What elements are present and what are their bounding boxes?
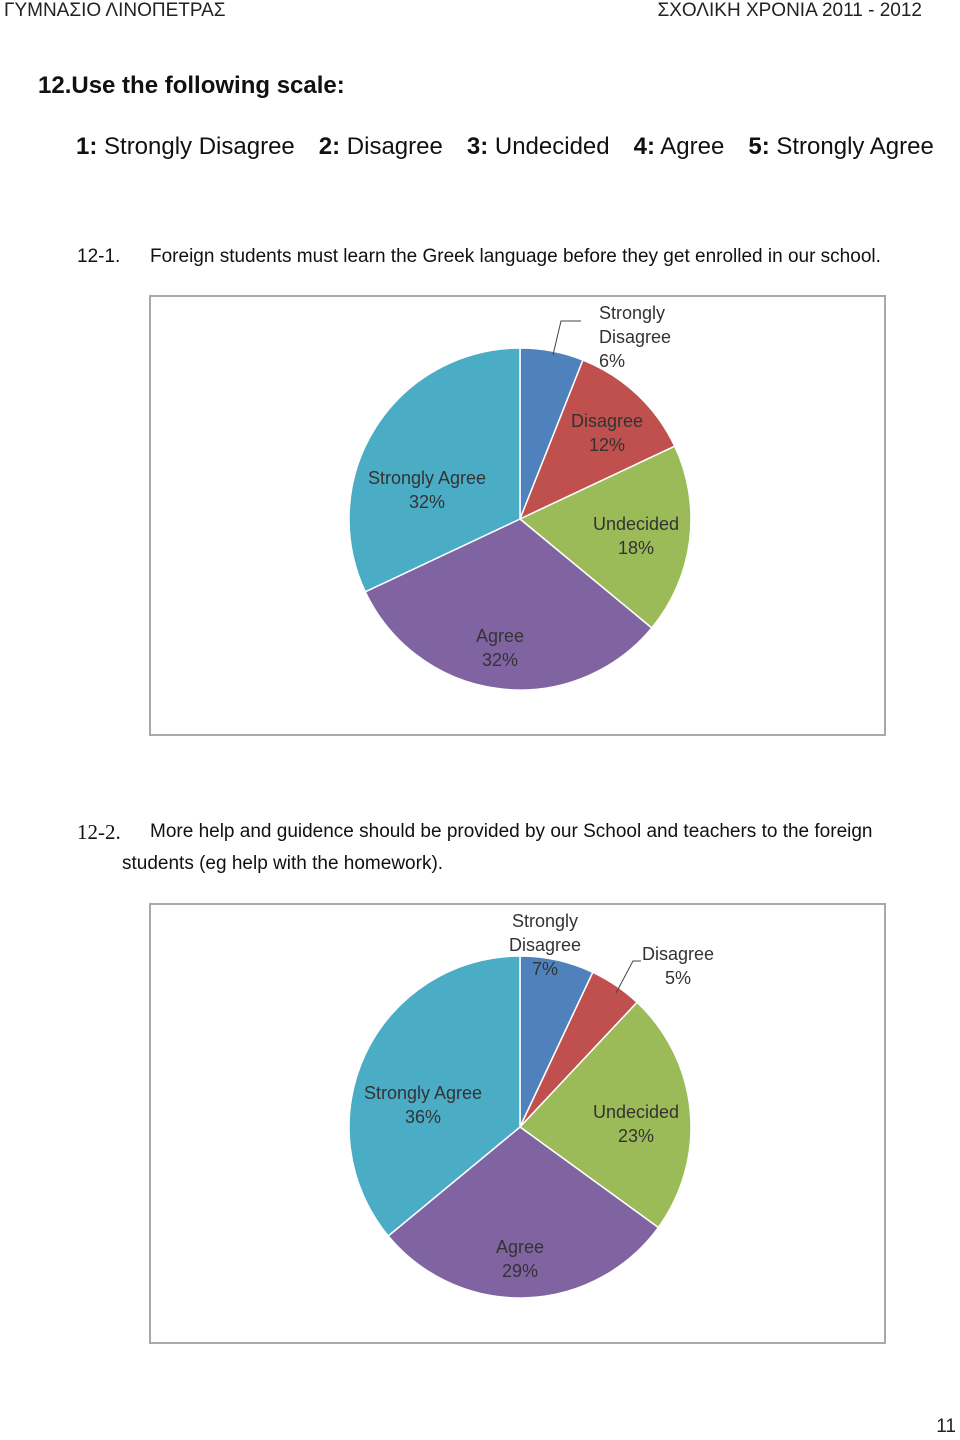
data-label-disagree: Disagree 5% bbox=[641, 944, 715, 988]
question-12-1 bbox=[77, 241, 937, 273]
scale-item-4 bbox=[634, 133, 725, 161]
scale-label: Undecided bbox=[488, 133, 610, 160]
pie-chart-2 bbox=[151, 905, 888, 1346]
data-label-strongly-disagree: Strongly Disagree 6% bbox=[599, 303, 672, 371]
scale-number: 1: bbox=[76, 133, 98, 160]
scale-number: 2: bbox=[318, 133, 341, 160]
data-label-undecided: Undecided 23% bbox=[592, 1102, 680, 1146]
pie-chart-frame-2 bbox=[149, 903, 886, 1344]
scale-number: 3: bbox=[466, 133, 489, 160]
scale-label: Strongly Agree bbox=[769, 133, 934, 160]
data-label-agree: Agree 29% bbox=[495, 1237, 545, 1281]
header-school: ΓΥΜΝΑΣΙΟ ΛΙΝΟΠΕΤΡΑΣ bbox=[4, 0, 226, 21]
rating-scale bbox=[76, 133, 934, 161]
question-number: 12-1. bbox=[77, 246, 121, 267]
scale-label: Agree bbox=[654, 133, 725, 160]
page-number: 11 bbox=[936, 1416, 956, 1437]
data-label-strongly-agree: Strongly Agree 36% bbox=[363, 1083, 483, 1127]
pie-chart-frame-1 bbox=[149, 295, 886, 736]
question-number: 12-2. bbox=[77, 820, 121, 844]
header-year: ΣΧΟΛΙΚΗ ΧΡΟΝΙΑ 2011 - 2012 bbox=[657, 0, 922, 21]
data-label-disagree: Disagree 12% bbox=[570, 411, 644, 455]
scale-label: Strongly Disagree bbox=[97, 133, 295, 160]
scale-item-3 bbox=[467, 133, 610, 161]
question-text: Foreign students must learn the Greek language before they get enrolled in our school. bbox=[150, 246, 881, 267]
question-12-2 bbox=[77, 816, 947, 880]
scale-item-2 bbox=[319, 133, 443, 161]
scale-item-1 bbox=[76, 133, 295, 161]
label-leader-line bbox=[553, 321, 581, 355]
scale-item-5 bbox=[748, 133, 933, 161]
pie-chart-1 bbox=[151, 297, 888, 738]
data-label-undecided: Undecided 18% bbox=[592, 514, 680, 558]
scale-number: 5: bbox=[748, 133, 770, 160]
question-text-line-1: More help and guidence should be provided by our School and teachers to the foreign bbox=[150, 821, 873, 842]
question-text-line-2: students (eg help with the homework). bbox=[122, 853, 444, 874]
data-label-strongly-agree: Strongly Agree 32% bbox=[367, 468, 487, 512]
scale-label: Disagree bbox=[340, 133, 443, 160]
data-label-strongly-disagree: Strongly Disagree 7% bbox=[508, 911, 582, 979]
scale-number: 4: bbox=[633, 133, 655, 160]
data-label-agree: Agree 32% bbox=[475, 626, 525, 670]
section-title: 12.Use the following scale: bbox=[38, 72, 345, 99]
